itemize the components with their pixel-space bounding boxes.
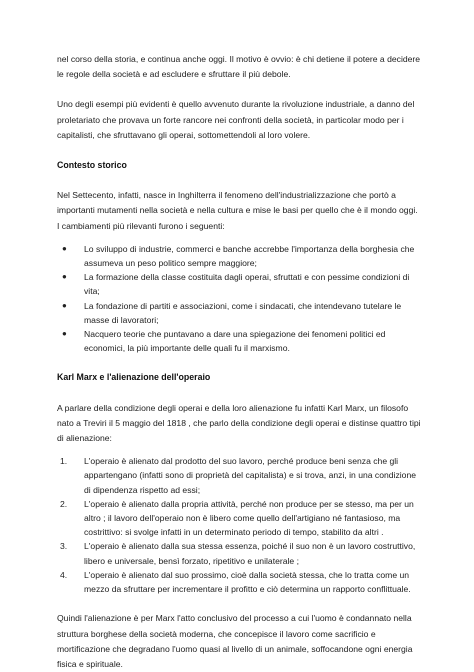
paragraph-marx-intro: A parlare della condizione degli operai e della loro alienazione fu infatti Karl Marx, un filosofo nato a Treviri il 5 maggio del 1818 , che parlo della condizione degli operai e distinse quattro tipi di alienazione: (57, 402, 421, 444)
numbered-item-text: L'operaio è alienato dalla sua stessa essenza, poiché il suo non è un lavoro costruttivo, libero e universale, bensì forzato, ripetitivo e unilaterale ; (84, 541, 416, 566)
numbered-list (57, 454, 422, 596)
numbered-item (57, 568, 422, 596)
paragraph-conclusion: Quindi l'alienazione è per Marx l'atto conclusivo del processo a cui l'uomo è condannato nella struttura borghese della società moderna, che concepisce il lavoro come sacrificio e mortificazione che degradano l'uomo quasi al livello di un animale, soffocandone ogni energia fisica e spirituale. (57, 613, 413, 669)
heading-karl-marx: Karl Marx e l'alienazione dell'operaio (57, 372, 211, 383)
list-item (57, 299, 422, 327)
list-item-text: Nacquero teorie che puntavano a dare una spiegazione dei fenomeni politici ed economici, la più importante delle quali fu il marxismo. (84, 329, 386, 354)
list-item (57, 327, 422, 355)
numbered-item (57, 454, 422, 497)
numbered-item (57, 539, 422, 567)
numbered-item-text: L'operaio è alienato dal prodotto del suo lavoro, perché produce beni senza che gli appartengano (infatti sono di proprietà del capitalista) e si trova, anzi, in una condizione di dipendenza rispetto ad essi; (84, 456, 417, 495)
numbered-item-text: L'operaio è alienato dalla propria attività, perché non produce per se stesso, ma per un altro ; il lavoro dell'operaio non è libero come quello dell'artigiano né fantasioso, ma costrittivo: si svolge infatti in un determinato periodo di tempo, stabilito da altri . (84, 498, 414, 538)
bullet-icon: ● (62, 243, 67, 253)
bullet-icon: ● (62, 272, 67, 282)
paragraph-settecento: Nel Settecento, infatti, nasce in Inghilterra il fenomeno dell'industrializzazione che portò a importanti mutamenti nella società e nella cultura e mise le basi per quello che è il mondo oggi. I cambiamenti più rilevanti furono i seguenti: (57, 190, 418, 231)
bullet-list (57, 242, 422, 356)
bullet-icon: ● (62, 329, 67, 339)
numbered-item-text: L'operaio è alienato dal suo prossimo, cioè dalla società stessa, che lo tratta come un mezzo da sfruttare per incrementare il profitto e ciò determina un rapporto conflittuale. (84, 569, 411, 595)
item-number: 4. (60, 569, 68, 580)
paragraph-intro: nel corso della storia, e continua anche oggi. Il motivo è ovvio: è chi detiene il potere a decidere le regole della società e ad escludere e sfruttare il più debole. (57, 54, 421, 80)
item-number: 3. (60, 541, 68, 552)
list-item-text: Lo sviluppo di industrie, commerci e banche accrebbe l'importanza della borghesia che assumeva un peso politico sempre maggiore; (84, 243, 415, 269)
item-number: 1. (60, 456, 68, 467)
item-number: 2. (60, 498, 68, 509)
paragraph-industrial-revolution: Uno degli esempi più evidenti è quello avvenuto durante la rivoluzione industriale, a danno del proletariato che provava un forte rancore nei confronti della società, in particolar modo per i capitalisti, che sfruttavano gli operai, sottomettendoli al loro volere. (57, 99, 415, 140)
list-item-text: La formazione della classe costituita dagli operai, sfruttati e con pessime condizioni di vita; (84, 272, 410, 297)
list-item-text: La fondazione di partiti e associazioni, come i sindacati, che intendevano tutelare le masse di lavoratori; (84, 300, 402, 325)
list-item (57, 270, 422, 298)
numbered-item (57, 497, 422, 540)
list-item (57, 242, 422, 270)
bullet-icon: ● (62, 300, 67, 310)
heading-contesto-storico: Contesto storico (57, 160, 127, 171)
